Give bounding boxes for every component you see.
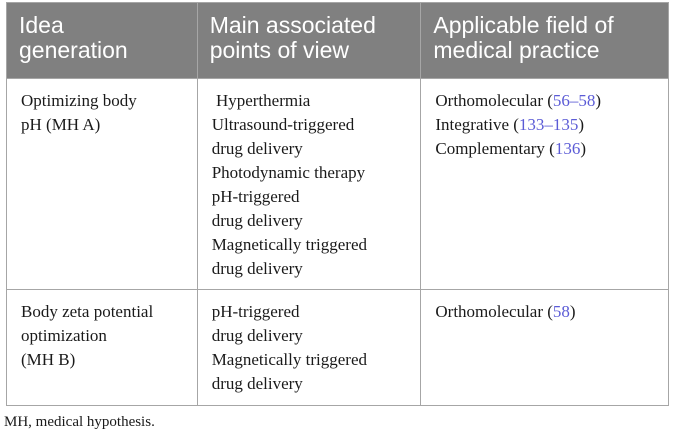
header-idea-line-2: generation xyxy=(19,37,128,63)
idea-line: optimization xyxy=(21,326,107,345)
view-line: drug delivery xyxy=(211,211,303,230)
data-table xyxy=(6,2,669,406)
view-line: drug delivery xyxy=(211,326,303,345)
views-cell xyxy=(197,290,421,406)
field-paren: ) xyxy=(569,302,576,321)
views-cell xyxy=(197,79,421,290)
table-row xyxy=(7,290,669,406)
view-line: Ultrasound-triggered xyxy=(211,115,355,134)
field-label: Orthomolecular ( xyxy=(435,302,553,321)
header-field-line-2: medical practice xyxy=(433,37,600,63)
view-line: Magnetically triggered xyxy=(211,235,367,254)
header-views-line-2: points of view xyxy=(209,37,350,63)
fields-cell xyxy=(421,79,669,290)
reference-link[interactable]: 133–135 xyxy=(518,115,579,134)
view-line: Photodynamic therapy xyxy=(211,163,366,182)
field-line xyxy=(435,137,658,161)
view-line: drug delivery xyxy=(211,139,303,158)
view-line: drug delivery xyxy=(211,259,303,278)
view-line: pH-triggered xyxy=(211,187,300,206)
field-paren: ) xyxy=(578,115,585,134)
view-line: pH-triggered xyxy=(211,302,300,321)
field-line xyxy=(435,300,658,324)
field-label: Complementary ( xyxy=(435,139,555,158)
idea-cell xyxy=(7,79,198,290)
reference-link[interactable]: 56–58 xyxy=(552,91,596,110)
idea-line: pH (MH A) xyxy=(21,115,101,134)
view-line: drug delivery xyxy=(211,374,303,393)
header-points-of-view xyxy=(197,3,421,79)
field-line xyxy=(435,89,658,113)
header-field-line-1: Applicable field of xyxy=(433,12,614,38)
view-line: Hyperthermia xyxy=(211,91,311,110)
reference-link[interactable]: 58 xyxy=(552,302,570,321)
table-row xyxy=(7,79,669,290)
table-footnote: MH, medical hypothesis. xyxy=(4,414,155,430)
header-views-line-1: Main associated xyxy=(209,12,376,38)
header-idea-generation xyxy=(7,3,198,79)
idea-line: Optimizing body xyxy=(21,91,137,110)
idea-cell xyxy=(7,290,198,406)
idea-line: Body zeta potential xyxy=(21,302,154,321)
field-paren: ) xyxy=(580,139,586,158)
field-paren: ) xyxy=(595,91,602,110)
fields-cell xyxy=(421,290,669,406)
view-line: Magnetically triggered xyxy=(211,350,367,369)
reference-link[interactable]: 136 xyxy=(554,139,581,158)
idea-line: (MH B) xyxy=(21,350,76,369)
header-field-of-practice xyxy=(421,3,669,79)
header-idea-line-1: Idea xyxy=(19,12,64,38)
header-row xyxy=(7,3,669,79)
field-label: Orthomolecular ( xyxy=(435,91,553,110)
field-label: Integrative ( xyxy=(435,115,519,134)
field-line xyxy=(435,113,658,137)
